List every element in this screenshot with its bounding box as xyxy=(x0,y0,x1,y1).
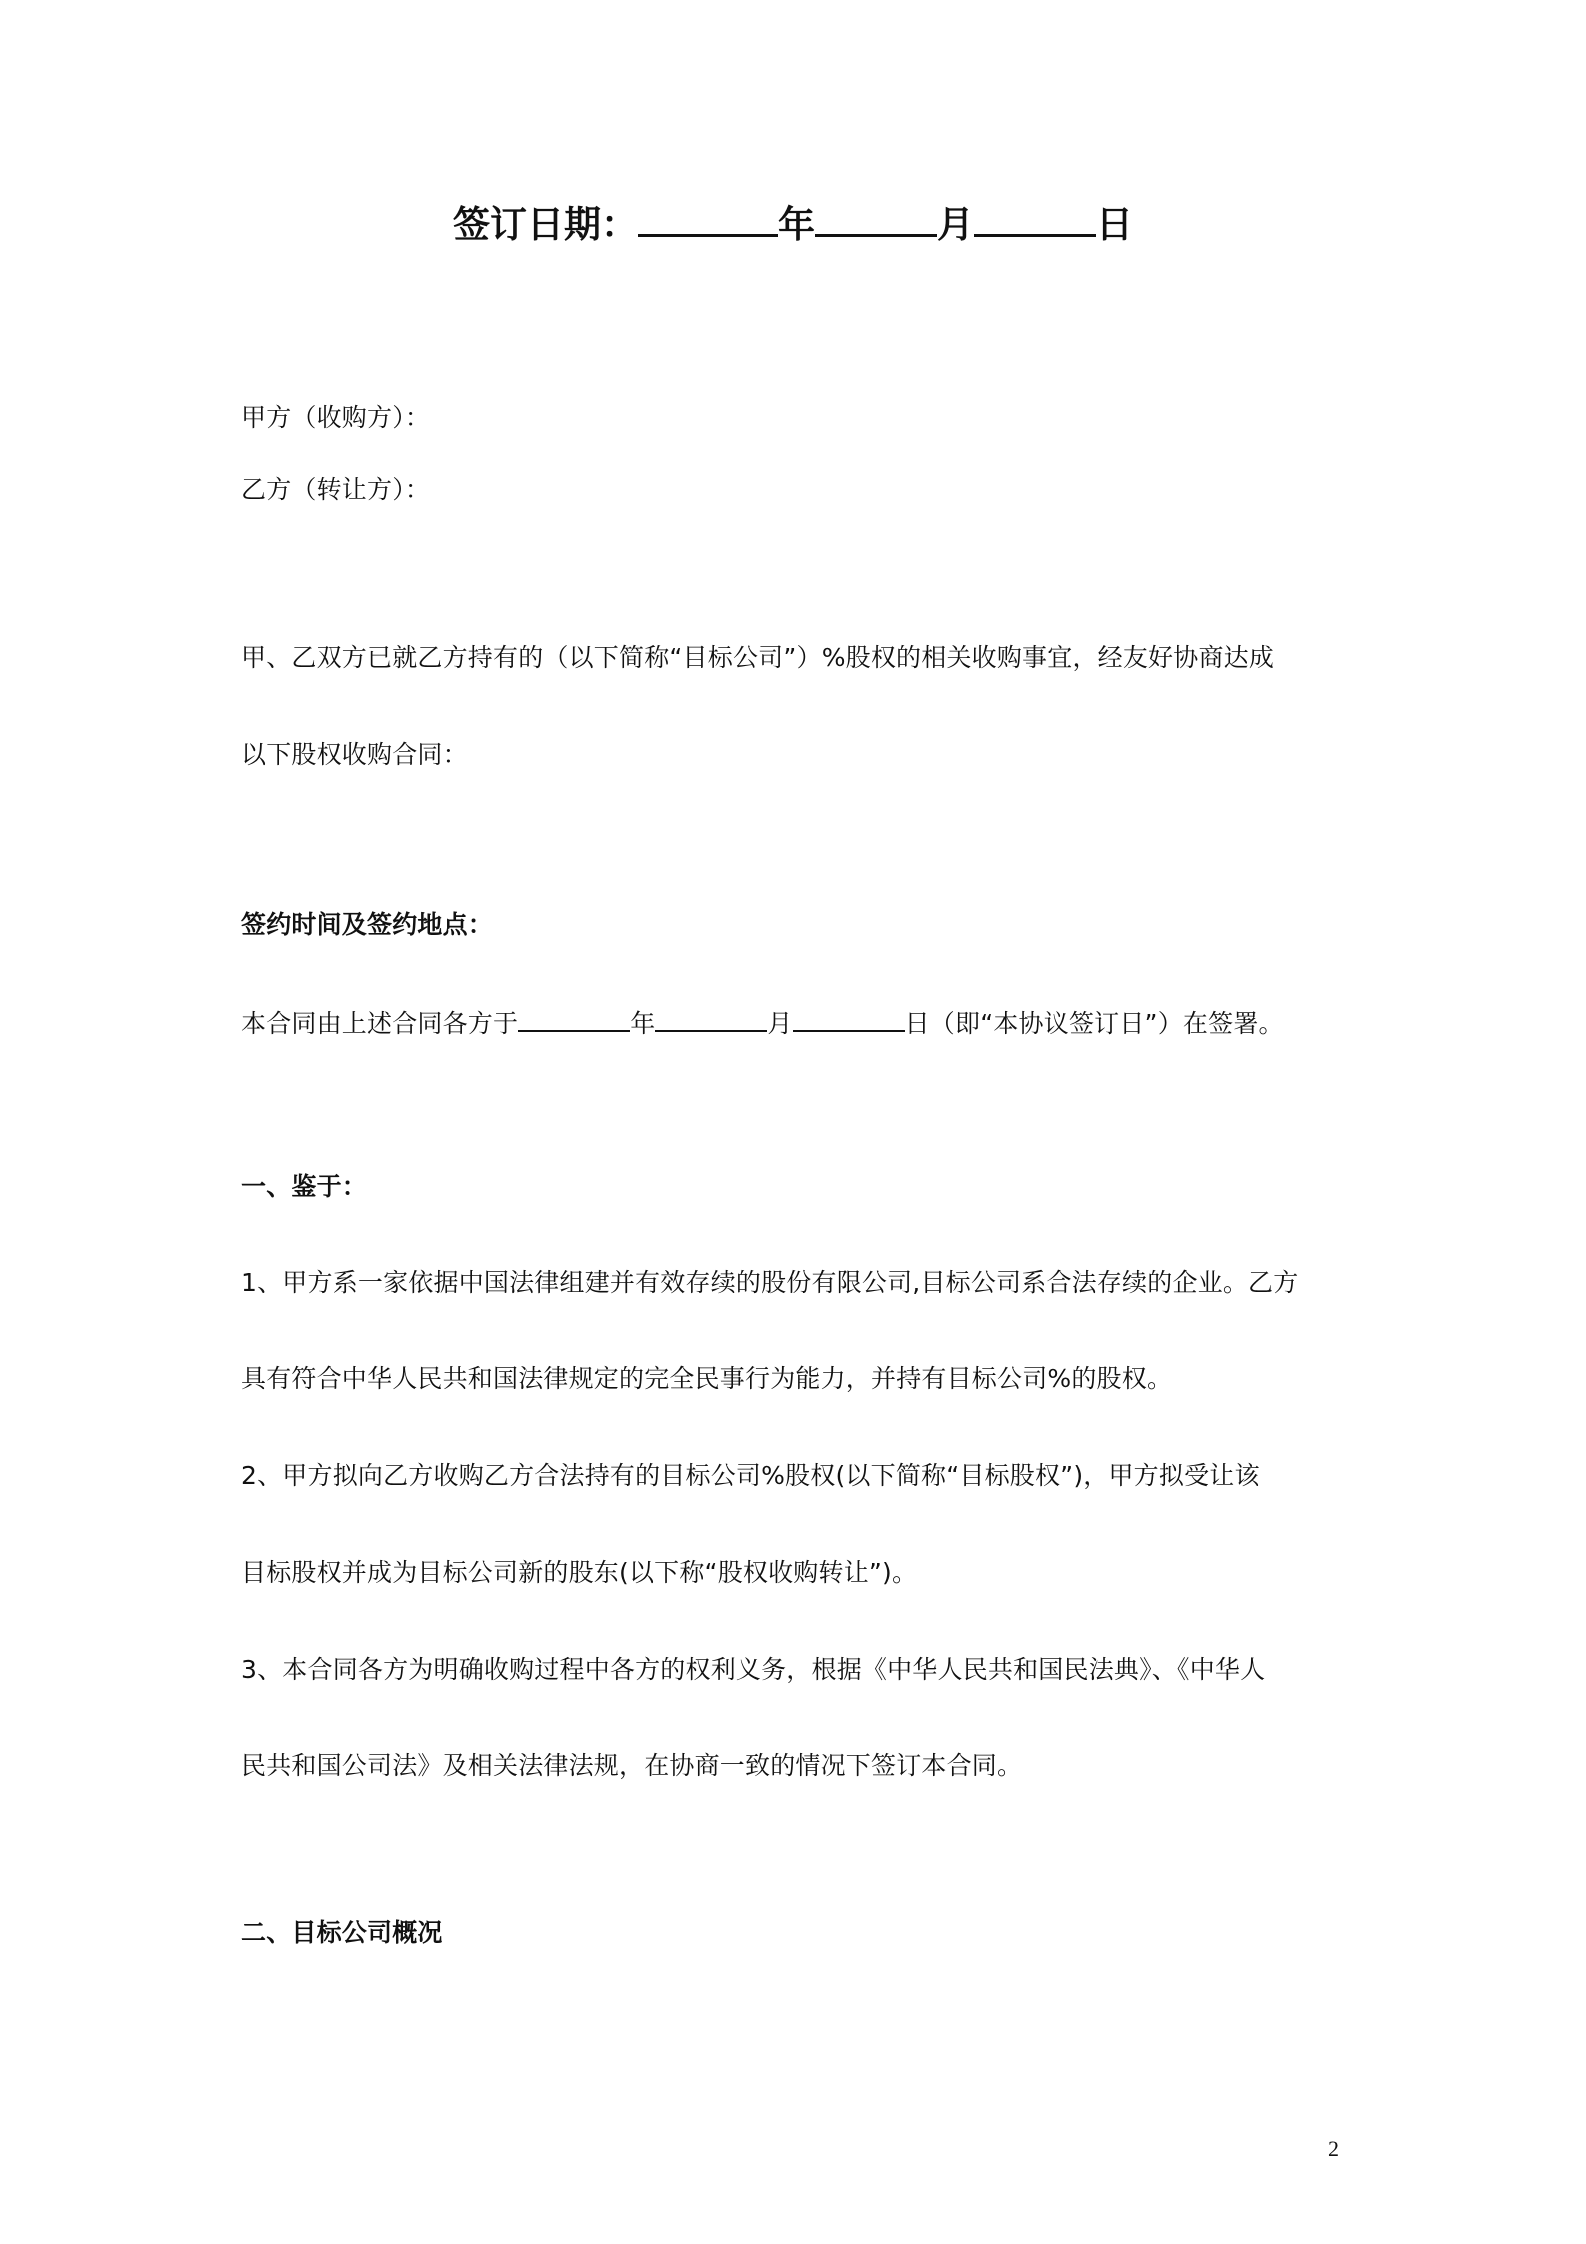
year-label: 年 xyxy=(778,203,815,246)
clause-1-line-1: 1、甲方系一家依据中国法律组建并有效存续的股份有限公司,目标公司系合法存续的企业。乙方 xyxy=(241,1268,1299,1297)
party-b-line: 乙方（转让方）： xyxy=(241,475,431,504)
intro-line-1: 甲、乙双方已就乙方持有的（以下简称“目标公司”）%股权的相关收购事宜，经友好协商达成 xyxy=(241,643,1275,672)
section-2-heading: 二、目标公司概况 xyxy=(241,1918,443,1947)
signing-year-label: 年 xyxy=(630,1009,656,1038)
intro-line-2: 以下股权收购合同： xyxy=(241,740,468,769)
clause-3-line-1: 3、本合同各方为明确收购过程中各方的权利义务，根据《中华人民共和国民法典》、《中华人 xyxy=(241,1655,1266,1684)
clause-3-line-2: 民共和国公司法》及相关法律法规，在协商一致的情况下签订本合同。 xyxy=(241,1751,1023,1780)
clause-2-line-1: 2、甲方拟向乙方收购乙方合法持有的目标公司%股权(以下简称“目标股权”)，甲方拟受让该 xyxy=(241,1461,1260,1490)
signing-month-blank xyxy=(655,1029,767,1032)
signing-date-title xyxy=(0,200,1586,250)
signing-year-blank xyxy=(518,1029,630,1032)
month-blank xyxy=(815,233,937,237)
page-number: 2 xyxy=(1328,2136,1339,2161)
signing-day-blank xyxy=(793,1029,905,1032)
clause-1-line-2: 具有符合中华人民共和国法律规定的完全民事行为能力，并持有目标公司%的股权。 xyxy=(241,1364,1173,1393)
signing-line xyxy=(241,1006,1284,1042)
signing-heading: 签约时间及签约地点： xyxy=(241,910,494,939)
year-blank xyxy=(638,233,778,237)
day-blank xyxy=(974,233,1096,237)
signing-suffix: 日（即“本协议签订日”）在签署。 xyxy=(904,1009,1284,1038)
clause-2-line-2: 目标股权并成为目标公司新的股东(以下称“股权收购转让”)。 xyxy=(241,1558,918,1587)
party-a-line: 甲方（收购方）： xyxy=(241,403,431,432)
section-1-heading: 一、鉴于： xyxy=(241,1172,368,1201)
signing-month-label: 月 xyxy=(767,1009,793,1038)
signing-prefix: 本合同由上述合同各方于 xyxy=(241,1009,519,1038)
day-label: 日 xyxy=(1096,203,1133,246)
signing-date-label: 签订日期： xyxy=(453,203,638,246)
month-label: 月 xyxy=(937,203,974,246)
